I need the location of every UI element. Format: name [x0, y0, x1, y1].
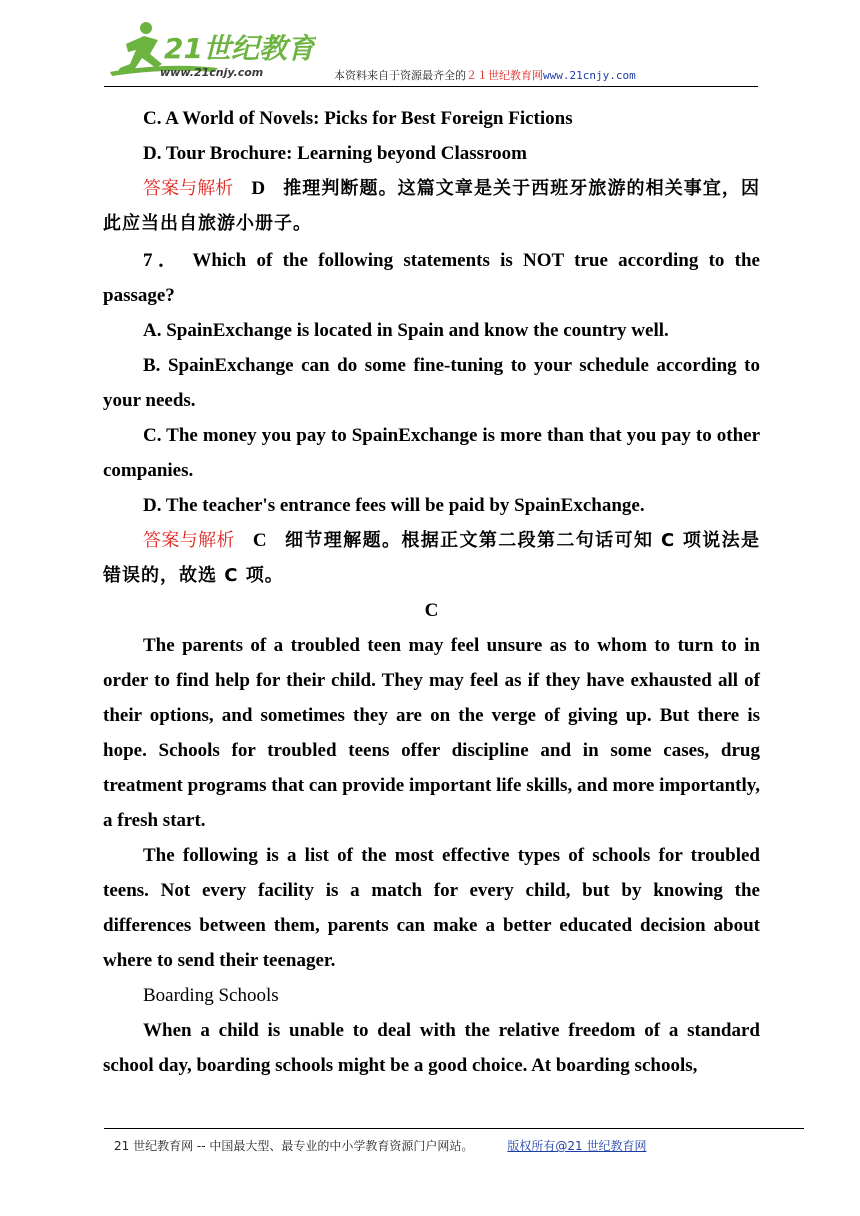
answer-explanation: 细节理解题。根据正文第二段第二句话可知 C 项说法是错误的，故选 C 项。 — [103, 530, 760, 586]
paragraph-3: When a child is unable to deal with the relative freedom of a standard school day, boarding schools might be a good choice. At boarding schools, — [103, 1020, 760, 1076]
answer-q6 — [103, 171, 760, 241]
answer-letter: C — [252, 530, 267, 551]
question-7: 7． Which of the following statements is NOT true according to the passage? — [103, 250, 760, 306]
paragraph-2: The following is a list of the most effective types of schools for troubled teens. Not every facility is a match for every child, but by knowing the differences between them, parents can make a better educated decision about where to send their teenager. — [103, 845, 760, 971]
svg-text:21世纪教育: 21世纪教育 — [164, 32, 315, 65]
document-body — [103, 101, 760, 1083]
copyright-link[interactable]: 版权所有@21 世纪教育网 — [507, 1139, 647, 1153]
runner-logo-icon — [106, 18, 316, 84]
source-prefix: 本资料来自于资源最齐全的 — [334, 69, 466, 82]
option-c-q7: C. The money you pay to SpainExchange is more than that you pay to other companies. — [103, 425, 760, 481]
header-divider — [104, 86, 758, 87]
paragraph-1: The parents of a troubled teen may feel unsure as to whom to turn to in order to find help for their child. They may feel as if they have exhausted all of their options, and sometimes they are on the verge of giving up. But there is hope. Schools for troubled teens offer discipline and in some cases, drug treatment programs that can provide important life skills, and more importantly, a fresh start. — [103, 635, 760, 831]
header-source-note — [334, 67, 636, 83]
source-site: ２１世纪教育网 — [466, 69, 543, 82]
option-b-q7: B. SpainExchange can do some fine-tuning to your schedule according to your needs. — [103, 355, 760, 411]
option-d-q7: D. The teacher's entrance fees will be paid by SpainExchange. — [143, 495, 645, 516]
site-logo[interactable] — [106, 18, 316, 84]
svg-text:www.21cnjy.com: www.21cnjy.com — [160, 66, 264, 79]
footer-divider — [104, 1128, 804, 1129]
page-header — [0, 0, 860, 90]
subheading: Boarding Schools — [143, 985, 279, 1006]
source-url-link[interactable]: www.21cnjy.com — [543, 69, 636, 82]
section-title: C — [424, 600, 439, 621]
option-c-q6: C. A World of Novels: Picks for Best Foreign Fictions — [143, 108, 573, 129]
answer-q7 — [103, 523, 760, 593]
option-d-q6: D. Tour Brochure: Learning beyond Classroom — [143, 143, 527, 164]
answer-label: 答案与解析 — [143, 178, 234, 199]
page-footer — [114, 1137, 646, 1154]
footer-text: 21 世纪教育网 -- 中国最大型、最专业的中小学教育资源门户网站。 — [114, 1139, 474, 1153]
answer-letter: D — [251, 178, 266, 199]
answer-explanation: 推理判断题。这篇文章是关于西班牙旅游的相关事宜，因此应当出自旅游小册子。 — [103, 178, 761, 234]
answer-label: 答案与解析 — [143, 530, 235, 551]
option-a-q7: A. SpainExchange is located in Spain and know the country well. — [143, 320, 669, 341]
